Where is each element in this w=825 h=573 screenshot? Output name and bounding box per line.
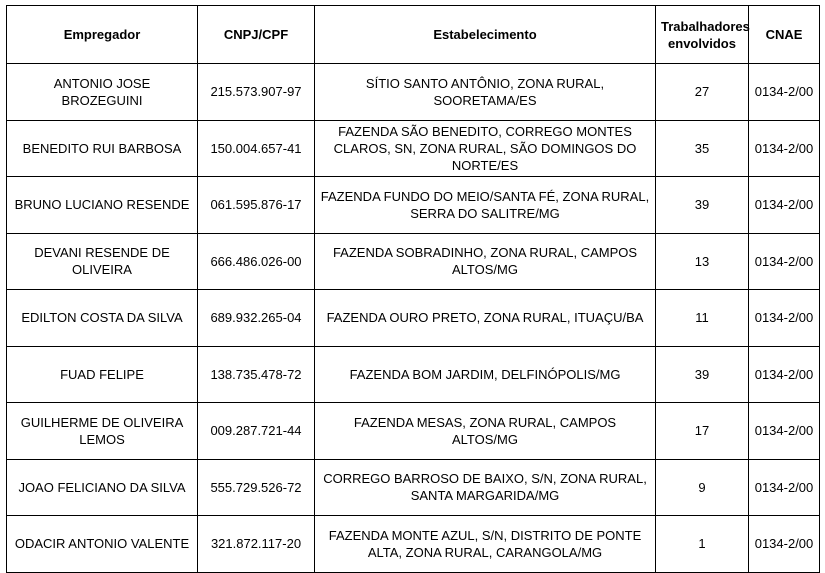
cell-cnpj: 321.872.117-20 — [198, 516, 315, 573]
cell-empregador: JOAO FELICIANO DA SILVA — [7, 459, 198, 516]
cell-trabalhadores: 27 — [656, 64, 749, 121]
cell-empregador: GUILHERME DE OLIVEIRA LEMOS — [7, 403, 198, 460]
cell-cnpj: 555.729.526-72 — [198, 459, 315, 516]
cell-trabalhadores: 1 — [656, 516, 749, 573]
cell-cnae: 0134-2/00 — [749, 516, 820, 573]
cell-cnae: 0134-2/00 — [749, 459, 820, 516]
header-cnpj: CNPJ/CPF — [198, 6, 315, 64]
cell-cnae: 0134-2/00 — [749, 177, 820, 234]
cell-estabelecimento: FAZENDA FUNDO DO MEIO/SANTA FÉ, ZONA RURAL, SERRA DO SALITRE/MG — [315, 177, 656, 234]
table-row — [7, 233, 820, 290]
cell-estabelecimento: FAZENDA OURO PRETO, ZONA RURAL, ITUAÇU/BA — [315, 290, 656, 347]
header-estabelecimento: Estabelecimento — [315, 6, 656, 64]
cell-trabalhadores: 39 — [656, 177, 749, 234]
cell-cnae: 0134-2/00 — [749, 120, 820, 177]
table-row — [7, 516, 820, 573]
header-empregador: Empregador — [7, 6, 198, 64]
cell-cnae: 0134-2/00 — [749, 346, 820, 403]
cell-trabalhadores: 39 — [656, 346, 749, 403]
cell-cnae: 0134-2/00 — [749, 403, 820, 460]
table-row — [7, 120, 820, 177]
cell-empregador: BRUNO LUCIANO RESENDE — [7, 177, 198, 234]
cell-cnpj: 150.004.657-41 — [198, 120, 315, 177]
table-row — [7, 290, 820, 347]
table-header — [7, 6, 820, 64]
cell-empregador: EDILTON COSTA DA SILVA — [7, 290, 198, 347]
cell-trabalhadores: 17 — [656, 403, 749, 460]
cell-cnpj: 061.595.876-17 — [198, 177, 315, 234]
header-row — [7, 6, 820, 64]
cell-cnpj: 215.573.907-97 — [198, 64, 315, 121]
cell-empregador: ODACIR ANTONIO VALENTE — [7, 516, 198, 573]
cell-estabelecimento: FAZENDA SOBRADINHO, ZONA RURAL, CAMPOS ALTOS/MG — [315, 233, 656, 290]
cell-cnae: 0134-2/00 — [749, 290, 820, 347]
table-row — [7, 346, 820, 403]
cell-empregador: DEVANI RESENDE DE OLIVEIRA — [7, 233, 198, 290]
cell-trabalhadores: 35 — [656, 120, 749, 177]
cell-cnpj: 689.932.265-04 — [198, 290, 315, 347]
cell-estabelecimento: SÍTIO SANTO ANTÔNIO, ZONA RURAL, SOORETAMA/ES — [315, 64, 656, 121]
cell-cnpj: 138.735.478-72 — [198, 346, 315, 403]
header-trabalhadores: Trabalhadores envolvidos — [656, 6, 749, 64]
employer-table — [6, 5, 820, 573]
table-body — [7, 64, 820, 573]
cell-empregador: BENEDITO RUI BARBOSA — [7, 120, 198, 177]
cell-cnae: 0134-2/00 — [749, 64, 820, 121]
cell-estabelecimento: CORREGO BARROSO DE BAIXO, S/N, ZONA RURAL, SANTA MARGARIDA/MG — [315, 459, 656, 516]
cell-empregador: ANTONIO JOSE BROZEGUINI — [7, 64, 198, 121]
table-row — [7, 459, 820, 516]
table-row — [7, 403, 820, 460]
cell-estabelecimento: FAZENDA BOM JARDIM, DELFINÓPOLIS/MG — [315, 346, 656, 403]
cell-estabelecimento: FAZENDA SÃO BENEDITO, CORREGO MONTES CLAROS, SN, ZONA RURAL, SÃO DOMINGOS DO NORTE/ES — [315, 120, 656, 177]
cell-cnpj: 009.287.721-44 — [198, 403, 315, 460]
cell-empregador: FUAD FELIPE — [7, 346, 198, 403]
cell-trabalhadores: 9 — [656, 459, 749, 516]
table-row — [7, 177, 820, 234]
header-cnae: CNAE — [749, 6, 820, 64]
cell-trabalhadores: 13 — [656, 233, 749, 290]
cell-estabelecimento: FAZENDA MESAS, ZONA RURAL, CAMPOS ALTOS/MG — [315, 403, 656, 460]
cell-cnpj: 666.486.026-00 — [198, 233, 315, 290]
cell-estabelecimento: FAZENDA MONTE AZUL, S/N, DISTRITO DE PONTE ALTA, ZONA RURAL, CARANGOLA/MG — [315, 516, 656, 573]
cell-trabalhadores: 11 — [656, 290, 749, 347]
cell-cnae: 0134-2/00 — [749, 233, 820, 290]
table-row — [7, 64, 820, 121]
